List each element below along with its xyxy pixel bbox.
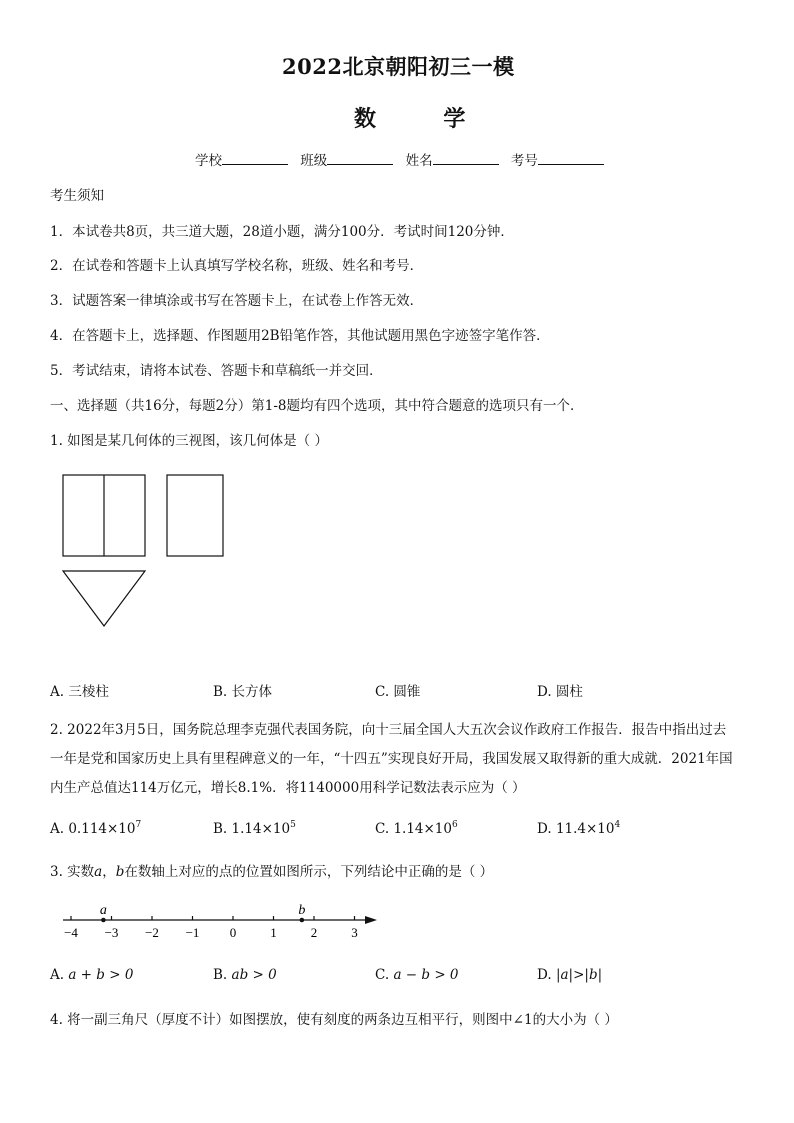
option-a[interactable]: A. 三棱柱	[50, 684, 109, 700]
option-d[interactable]: D. 圆柱	[537, 684, 583, 700]
class-blank[interactable]	[327, 151, 393, 165]
option-c[interactable]: C. $1.14\times 10^6$	[375, 820, 458, 837]
tick-label: 1	[270, 925, 277, 940]
side-view	[167, 475, 223, 556]
point-b-label: b	[298, 903, 306, 918]
question-3-stem: 3. 实数a，b在数轴上对应的点的位置如图所示，下列结论中正确的是（ ）	[50, 864, 494, 880]
tick-label: 2	[310, 925, 318, 940]
option-c[interactable]: C. 圆锥	[375, 684, 421, 700]
option-a[interactable]: A. $0.114\times 10^7$	[50, 820, 142, 837]
tick-label: −4	[64, 925, 78, 940]
tick-label: −3	[104, 925, 119, 940]
subject-char-2: 学	[443, 106, 466, 132]
exam-id-label: 考号	[510, 153, 538, 169]
question-2-line: 2. 2022年3月5日，国务院总理李克强代表国务院，向十三届全国人大五次会议作政府工作报告．报告中指出过去	[50, 722, 727, 738]
point-b	[300, 918, 305, 923]
axis-arrow	[365, 916, 377, 924]
number-line-figure	[55, 898, 385, 948]
section-heading: 一、选择题（共16分，每题2分）第1-8题均有四个选项，其中符合题意的选项只有一个．	[50, 398, 584, 414]
student-info-row	[195, 149, 612, 169]
tick-label: 3	[351, 925, 358, 940]
school-label: 学校	[195, 153, 222, 169]
class-label: 班级	[300, 153, 328, 169]
notice-item: 3．试题答案一律填涂或书写在答题卡上，在试卷上作答无效．	[50, 293, 424, 309]
option-b[interactable]: B. $1.14\times 10^5$	[213, 820, 296, 837]
page-title: 2022北京朝阳初三一模	[282, 54, 515, 79]
question-2-line: 内生产总值达114万亿元，增长8.1%．将1140000用科学记数法表示应为（ ）	[50, 780, 526, 796]
subject-char-1: 数	[354, 106, 377, 132]
notice-item: 2．在试卷和答题卡上认真填写学校名称，班级、姓名和考号．	[50, 258, 424, 274]
point-a	[101, 918, 106, 923]
tick-label: −2	[145, 925, 159, 940]
notice-item: 1．本试卷共8页，共三道大题，28道小题，满分100分．考试时间120分钟．	[50, 224, 514, 240]
option-b[interactable]: B. ab > 0	[213, 967, 277, 983]
school-blank[interactable]	[222, 151, 288, 165]
tick-label: −1	[185, 925, 200, 940]
question-4-stem: 4. 将一副三角尺（厚度不计）如图摆放，使有刻度的两条边互相平行，则图中∠1的大小为（ ）	[50, 1012, 618, 1028]
three-view-figure	[60, 472, 230, 632]
question-2-line: 一年是党和国家历史上具有里程碑意义的一年，“十四五”实现良好开局，我国发展又取得新的重大成就．2021年国	[50, 751, 733, 767]
notice-heading: 考生须知	[50, 188, 104, 204]
name-blank[interactable]	[433, 151, 499, 165]
option-d[interactable]: D. |a|>|b|	[537, 967, 603, 983]
top-view	[63, 571, 145, 626]
point-a-label: a	[99, 903, 107, 918]
question-1-stem: 1. 如图是某几何体的三视图，该几何体是（ ）	[50, 433, 328, 449]
exam-id-blank[interactable]	[538, 151, 604, 165]
name-label: 姓名	[405, 153, 433, 169]
tick-label: 0	[229, 925, 237, 940]
notice-item: 5．考试结束，请将本试卷、答题卡和草稿纸一并交回．	[50, 363, 383, 379]
option-d[interactable]: D. $11.4\times 10^4$	[537, 820, 621, 837]
subject-title	[354, 102, 465, 133]
option-c[interactable]: C. a − b > 0	[375, 967, 459, 983]
option-b[interactable]: B. 长方体	[213, 684, 273, 700]
notice-item: 4．在答题卡上，选择题、作图题用2B铅笔作答，其他试题用黑色字迹签字笔作答．	[50, 328, 550, 344]
option-a[interactable]: A. a + b > 0	[50, 967, 134, 983]
